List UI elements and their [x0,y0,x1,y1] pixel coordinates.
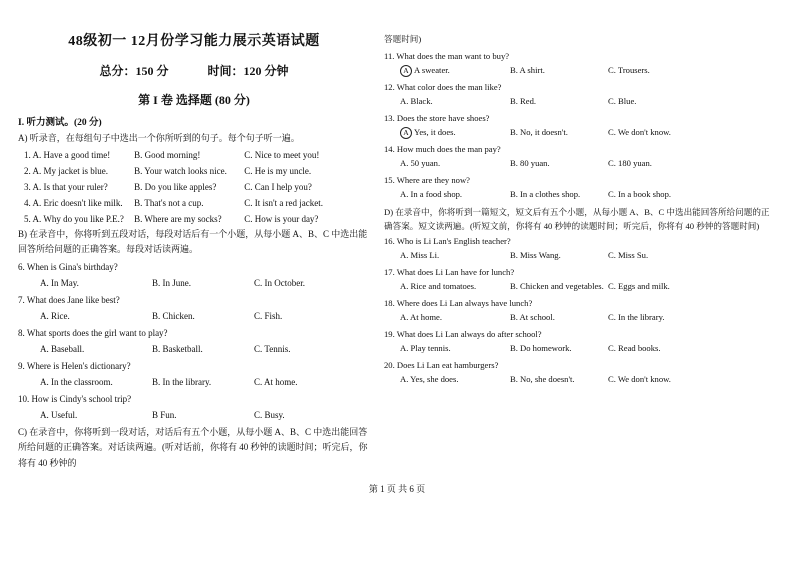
answer-option: A Yes, it does. [384,125,510,140]
answer-option: A. Rice and tomatoes. [400,281,477,291]
answer-options [384,248,776,263]
circle-mark: A [400,127,412,139]
question-text: 8. What sports does the girl want to play? [18,327,168,338]
answer-option: C. We don't know. [608,374,671,384]
sentence-row [18,147,370,163]
answer-option: C. In the library. [608,312,665,322]
answer-option: C. We don't know. [608,127,671,137]
left-column [18,30,370,471]
answer-option: C. Eggs and milk. [608,281,670,291]
answer-option: C. Blue. [608,96,637,106]
answer-option: A. Black. [400,96,433,106]
answer-option: A. Useful. [40,409,78,420]
question-text: 20. Does Li Lan eat hamburgers? [384,360,499,370]
page-footer: 第 1 页 共 6 页 [368,484,426,494]
sentence-row [18,179,370,195]
question-text: 13. Does the store have shoes? [384,113,490,123]
sentence-option: C. He is my uncle. [244,165,312,176]
part-a-rows [18,147,370,227]
answer-options [18,308,370,324]
exam-time: 时间：120 分钟 [207,64,289,78]
answer-option: B. No, it doesn't. [510,127,568,137]
part-b-questions [18,260,370,423]
answer-option: B. At school. [510,312,555,322]
sentence-option: B. Where are my socks? [134,213,222,224]
answer-option: C. In a book shop. [608,189,672,199]
sentence-option: 5. A. Why do you like P.E.? [24,213,124,224]
answer-options [384,187,776,202]
question-text: 16. Who is Li Lan's English teacher? [384,236,511,246]
sentence-option: C. Nice to meet you! [244,149,320,160]
question-text: 17. What does Li Lan have for lunch? [384,267,515,277]
answer-option: B. Chicken and vegetables. [510,281,604,291]
question-text: 18. Where does Li Lan always have lunch? [384,298,533,308]
sentence-row [18,211,370,227]
part-c-questions [384,50,776,202]
answer-option: B Fun. [152,409,177,420]
question-text: 12. What color does the man like? [384,82,502,92]
volume-heading: 第 I 卷 选择题 (80 分) [138,93,250,107]
question-text: 6. When is Gina's birthday? [18,261,118,272]
answer-options [384,63,776,78]
sentence-option: B. Good morning! [134,149,201,160]
sentence-option: 1. A. Have a good time! [24,149,111,160]
answer-options [384,372,776,387]
sentence-option: C. It isn't a red jacket. [244,197,324,208]
answer-options [384,279,776,294]
answer-options [384,156,776,171]
part-b-instructions: B) 在录音中，你将听到五段对话，每段对话后有一个小题，从每小题 A、B、C 中选出能回答所给问题的正确答案。每段对话读两遍。 [18,228,368,254]
question-text: 14. How much does the man pay? [384,144,501,154]
answer-option: A. At home. [400,312,443,322]
answer-option: C. At home. [254,376,298,387]
sentence-option: 3. A. Is that your ruler? [24,181,108,192]
listening-heading: I. 听力测试。(20 分) [18,118,102,128]
sentence-option: C. Can I help you? [244,181,312,192]
question-text: 11. What does the man want to buy? [384,51,510,61]
answer-option: A. Yes, she does. [400,374,459,384]
answer-option: A. In a food shop. [400,189,463,199]
answer-option: C. Trousers. [608,65,650,75]
sentence-option: B. Do you like apples? [134,181,217,192]
sentence-row [18,195,370,211]
sentence-option: B. Your watch looks nice. [134,165,227,176]
answer-options [384,94,776,109]
answer-option: A. 50 yuan. [400,158,441,168]
right-column [384,34,776,390]
part-d-instructions: D) 在录音中，你将听到一篇短文，短文后有五个小题，从每小题 A、B、C 中选出能回答所给问题的正确答案。短文读两遍。(听短文前，你将有 40 秒钟的读题时间；听完后，你将有 40 秒钟的答题时间) [384,207,770,231]
answer-option: A. Rice. [40,310,70,321]
answer-option: C. Busy. [254,409,285,420]
question-text: 15. Where are they now? [384,175,470,185]
answer-options [384,341,776,356]
answer-option: A. Miss Li. [400,250,440,260]
answer-option: B. Basketball. [152,343,203,354]
sentence-option: 4. A. Eric doesn't like milk. [24,197,123,208]
answer-options [18,275,370,291]
sentence-option: C. How is your day? [244,213,319,224]
answer-option: A. Baseball. [40,343,85,354]
answer-option: A. In the classroom. [40,376,113,387]
answer-options [18,341,370,357]
question-text: 7. What does Jane like best? [18,294,120,305]
question-text: 9. Where is Helen's dictionary? [18,360,131,371]
answer-option: C. Fish. [254,310,283,321]
total-score: 总分：150 分 [99,64,169,78]
part-c-instructions: C) 在录音中，你将听到一段对话，对话后有五个小题，从每小题 A、B、C 中选出能回答所给问题的正确答案。对话读两遍。(听对话前，你将有 40 秒钟的读题时间；听完后，你将有 40 秒钟的 [18,426,368,468]
part-a-instructions: A) 听录音，在每组句子中选出一个你所听到的句子。每个句子听一遍。 [18,133,300,143]
part-d-questions [384,235,776,387]
answer-option: B. In the library. [152,376,212,387]
answer-options [18,407,370,423]
sentence-option: 2. A. My jacket is blue. [24,165,108,176]
question-text: 10. How is Cindy's school trip? [18,393,132,404]
answer-option: B. Chicken. [152,310,195,321]
circle-mark: A [400,65,412,77]
exam-title: 48级初一 12月份学习能力展示英语试题 [68,34,320,49]
answer-option: B. 80 yuan. [510,158,550,168]
exam-meta [18,62,370,79]
answer-options [18,374,370,390]
answer-option: C. Miss Su. [608,250,649,260]
answer-option: B. No, she doesn't. [510,374,575,384]
answer-option: A. In May. [40,277,79,288]
answer-option: C. 180 yuan. [608,158,652,168]
question-text: 19. What does Li Lan always do after school? [384,329,542,339]
answer-option: B. Red. [510,96,537,106]
sentence-option: B. That's not a cup. [134,197,204,208]
answer-options [384,310,776,325]
answer-options [384,125,776,140]
answer-option: A A sweater. [384,63,510,78]
answer-option: C. Read books. [608,343,661,353]
sentence-row [18,163,370,179]
answer-option: B. A shirt. [510,65,545,75]
answer-option: A. Play tennis. [400,343,451,353]
answer-option: B. Miss Wang. [510,250,561,260]
answer-option: C. In October. [254,277,305,288]
answer-option: B. Do homework. [510,343,572,353]
part-c-continued: 答题时间) [384,34,422,44]
answer-option: B. In June. [152,277,191,288]
answer-option: C. Tennis. [254,343,291,354]
answer-option: B. In a clothes shop. [510,189,581,199]
